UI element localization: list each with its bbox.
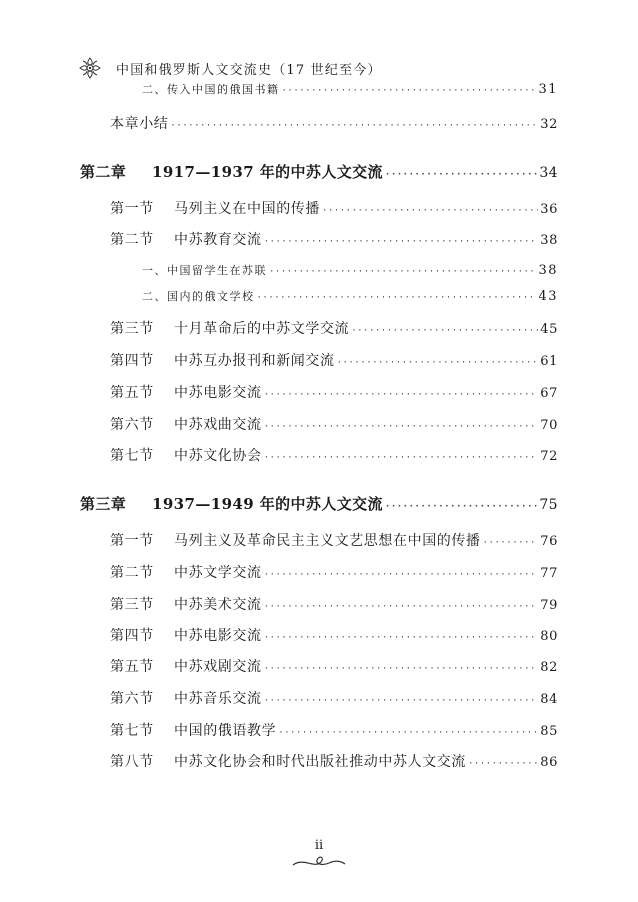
dot-leader <box>264 453 539 463</box>
book-title: 中国和俄罗斯人文交流史（17 世纪至今） <box>116 62 382 78</box>
toc-entry-page: 34 <box>539 165 558 181</box>
dot-leader <box>337 358 539 368</box>
toc-entry-title: 中苏戏剧交流 <box>174 659 262 675</box>
toc-entry-page: 67 <box>540 386 558 401</box>
toc-section-entry <box>110 198 558 218</box>
dot-leader <box>264 664 539 674</box>
dot-leader <box>264 390 539 400</box>
toc-entry-title: 马列主义及革命民主主义文艺思想在中国的传播 <box>174 533 481 549</box>
toc-entry-page: 75 <box>539 497 558 513</box>
toc-entry-number: 第一节 <box>110 201 154 217</box>
toc-section-entry <box>110 656 558 676</box>
toc-entry-title: 中苏互办报刊和新闻交流 <box>174 353 335 369</box>
toc-section-entry <box>110 562 558 582</box>
toc-section-entry <box>110 720 558 740</box>
toc-entry-page: 79 <box>540 598 558 613</box>
dot-leader <box>269 267 536 277</box>
toc-entry-title: 1917—1937 年的中苏人文交流 <box>152 163 383 181</box>
toc-entry-title: 中国的俄语教学 <box>174 723 277 739</box>
toc-entry-title: 一、中国留学生在苏联 <box>142 264 267 277</box>
toc-section-entry <box>110 594 558 614</box>
toc-entry-page: 38 <box>538 263 558 278</box>
toc-entry-number: 第二章 <box>80 163 127 181</box>
toc-chapter-entry <box>80 161 558 182</box>
toc-section-entry <box>110 751 558 771</box>
dot-leader <box>385 170 537 180</box>
toc-chapter-entry <box>80 493 558 514</box>
toc-entry-title: 中苏戏曲交流 <box>174 417 262 433</box>
toc-entry-page: 77 <box>540 566 558 581</box>
toc-entry-page: 76 <box>540 534 558 549</box>
toc-entry-number: 第二节 <box>110 232 154 248</box>
toc-entry-page: 72 <box>540 449 558 464</box>
dot-leader <box>264 570 539 580</box>
toc-entry-number: 第一节 <box>110 533 154 549</box>
toc-entry-page: 45 <box>540 322 558 337</box>
toc-entry-page: 36 <box>540 202 558 217</box>
toc-entry-page: 61 <box>540 354 558 369</box>
toc-section-entry <box>110 382 558 402</box>
toc-section-entry <box>110 445 558 465</box>
toc-entry-number: 第四节 <box>110 353 154 369</box>
toc-section-entry <box>110 688 558 708</box>
toc-subsection-entry <box>142 288 558 304</box>
toc-entry-title: 二、传入中国的俄国书籍 <box>142 83 280 96</box>
dot-leader <box>468 759 538 769</box>
toc-subsection-entry <box>142 262 558 278</box>
dot-leader <box>351 326 538 336</box>
toc-section-entry <box>110 530 558 550</box>
dot-leader <box>278 728 538 738</box>
toc-entry-page: 85 <box>540 724 558 739</box>
toc-section-entry <box>110 414 558 434</box>
toc-entry-title: 1937—1949 年的中苏人文交流 <box>152 495 383 513</box>
toc-entry-title: 中苏文化协会 <box>174 448 262 464</box>
dot-leader <box>264 422 539 432</box>
toc-entry-page: 70 <box>540 418 558 433</box>
toc-entry-number: 第三章 <box>80 495 127 513</box>
dot-leader <box>385 502 537 512</box>
toc-entry-title: 中苏文学交流 <box>174 565 262 581</box>
toc-entry-page: 43 <box>538 289 558 304</box>
toc-section-entry <box>110 318 558 338</box>
toc-entry-title: 中苏美术交流 <box>174 597 262 613</box>
toc-entry-title: 中苏教育交流 <box>174 232 262 248</box>
toc-entry-number: 第二节 <box>110 565 154 581</box>
toc-entry-page: 31 <box>538 82 558 97</box>
page-number: ii <box>314 838 324 853</box>
dot-leader <box>483 538 539 548</box>
dot-leader <box>264 696 539 706</box>
dot-leader <box>257 293 537 303</box>
toc-entry-page: 38 <box>540 233 558 248</box>
toc-entry-page: 82 <box>540 660 558 675</box>
running-header <box>78 56 382 80</box>
toc-entry-number: 第七节 <box>110 448 154 464</box>
toc-section-entry <box>110 229 558 249</box>
toc-entry-title: 中苏电影交流 <box>174 385 262 401</box>
toc-entry-page: 32 <box>540 117 558 132</box>
toc-entry-number: 第六节 <box>110 417 154 433</box>
toc-entry-page: 84 <box>540 692 558 707</box>
toc-entry-number: 第三节 <box>110 597 154 613</box>
toc-section-entry <box>110 350 558 370</box>
floral-ornament-icon <box>78 56 102 80</box>
toc-entry-number: 第八节 <box>110 754 154 770</box>
toc-entry-title: 中苏文化协会和时代出版社推动中苏人文交流 <box>174 754 466 770</box>
toc-section-entry <box>110 625 558 645</box>
toc-entry-title: 中苏音乐交流 <box>174 691 262 707</box>
dot-leader <box>264 633 539 643</box>
toc-entry-number: 第七节 <box>110 723 154 739</box>
toc-subsection-entry <box>142 81 558 97</box>
toc-entry-title: 马列主义在中国的传播 <box>174 201 320 217</box>
toc-entry-title: 十月革命后的中苏文学交流 <box>174 321 350 337</box>
toc-entry-title: 中苏电影交流 <box>174 628 262 644</box>
dot-leader <box>322 206 538 216</box>
toc-entry-number: 第六节 <box>110 691 154 707</box>
toc-entry-number: 第四节 <box>110 628 154 644</box>
toc-entry-page: 80 <box>540 629 558 644</box>
dot-leader <box>170 121 538 131</box>
toc-entry-title: 二、国内的俄文学校 <box>142 290 255 303</box>
toc-entry-number: 第三节 <box>110 321 154 337</box>
toc-section-entry <box>110 113 558 133</box>
toc-entry-number: 第五节 <box>110 385 154 401</box>
toc-entry-title: 本章小结 <box>110 116 169 132</box>
dot-leader <box>264 237 539 247</box>
page-footer <box>0 838 638 871</box>
dot-leader <box>264 602 539 612</box>
toc-entry-number: 第五节 <box>110 659 154 675</box>
dot-leader <box>282 86 537 96</box>
swash-ornament-icon <box>289 853 349 871</box>
toc-entry-page: 86 <box>540 755 558 770</box>
